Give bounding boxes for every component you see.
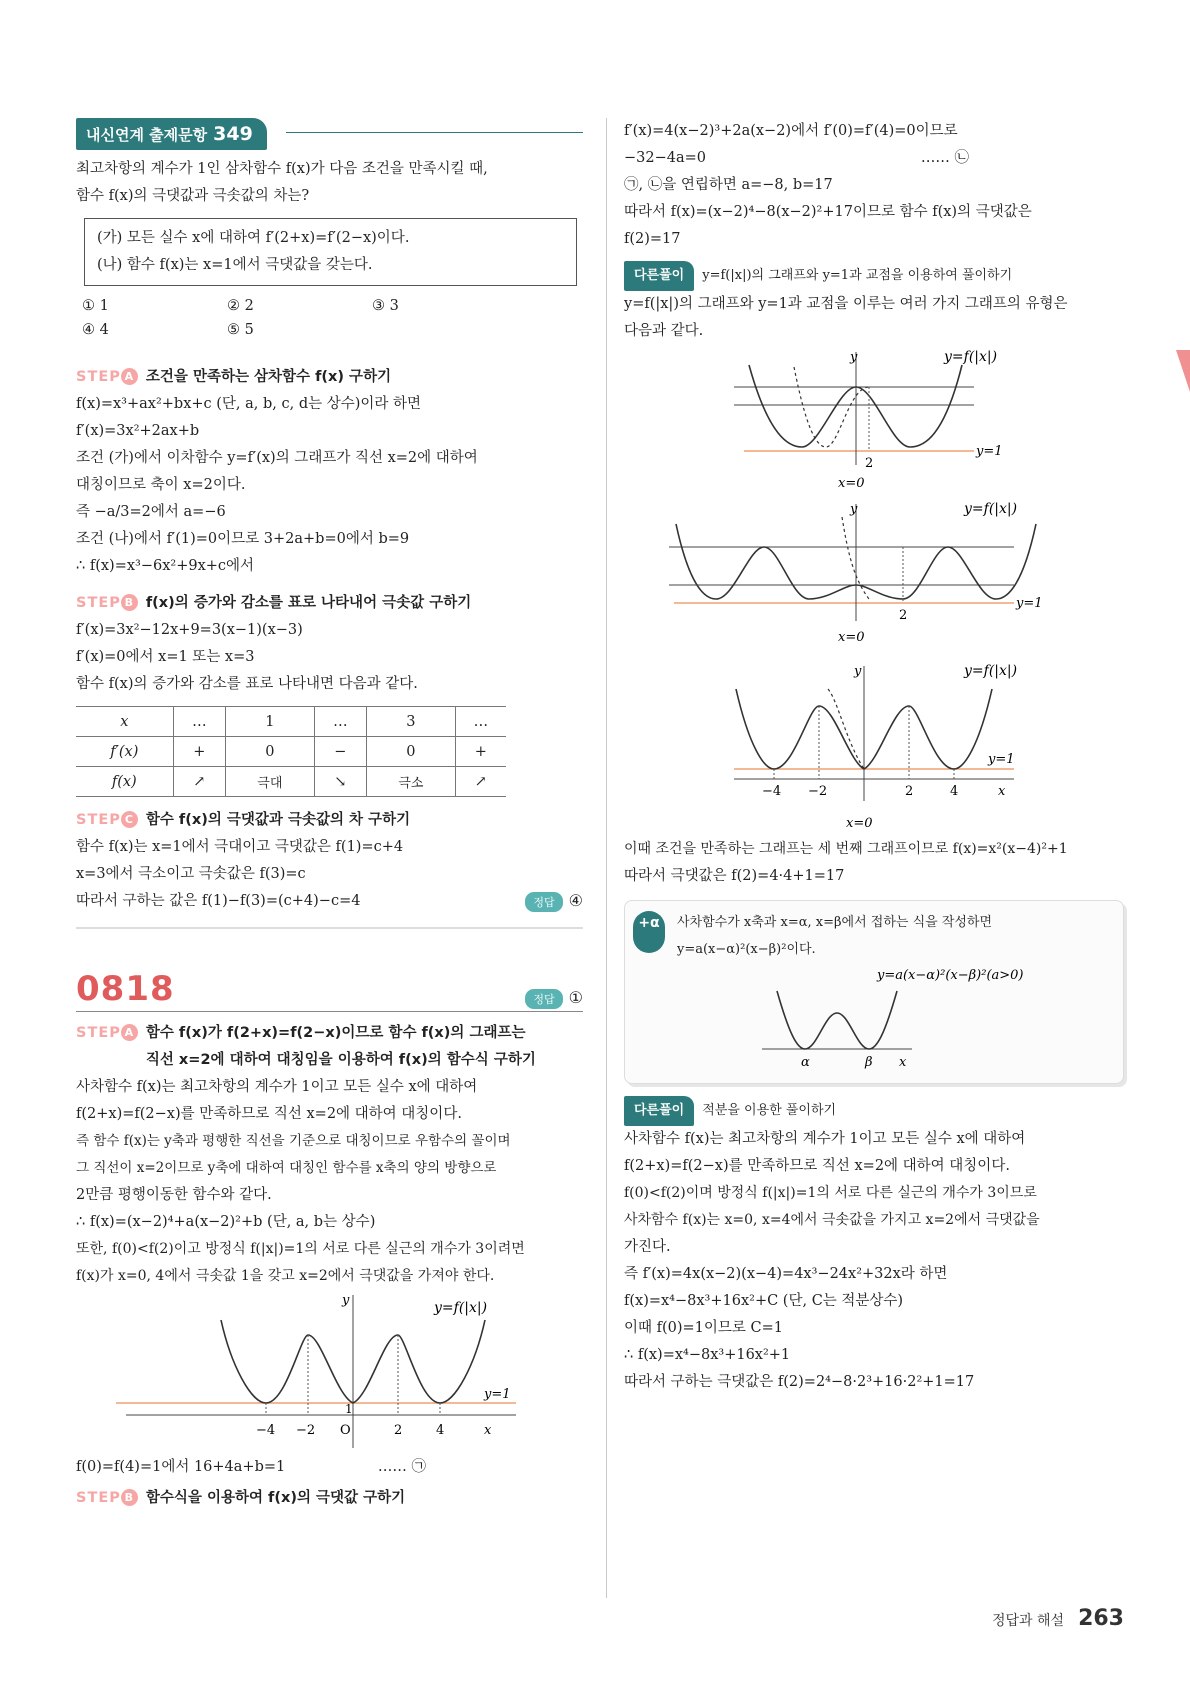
conditions-box xyxy=(84,218,577,286)
solution-line: 따라서 구하는 극댓값은 f(2)=2⁴−8·2³+16·2²+1=17 xyxy=(624,1374,975,1390)
curve-label: y=f(|x|) xyxy=(434,1300,488,1316)
curve-left xyxy=(676,524,856,599)
step-tag: STEP A xyxy=(76,364,138,391)
equation-row xyxy=(624,145,969,172)
table-cell: f(x) xyxy=(76,767,173,797)
tick-label: x xyxy=(899,1055,907,1070)
tick-label: 2 xyxy=(899,608,908,623)
solution-line: 가진다. xyxy=(624,1239,671,1255)
problem-number: 0818 xyxy=(76,969,175,1009)
step-b-header xyxy=(76,590,583,617)
answer-badge: 정답 xyxy=(525,892,562,912)
condition-line: (가) 모든 실수 x에 대하여 f′(2+x)=f′(2−x)이다. xyxy=(97,230,410,246)
solution-line: f′(x)=3x²−12x+9=3(x−1)(x−3) xyxy=(76,622,303,638)
line-label: y=1 xyxy=(1016,596,1043,611)
step-a-body xyxy=(76,391,583,580)
solution-line: x=3에서 극소이고 극솟값은 f(3)=c xyxy=(76,866,306,882)
solution-line: f(2+x)=f(2−x)를 만족하므로 직선 x=2에 대하여 대칭이다. xyxy=(76,1106,462,1122)
exam-link-banner xyxy=(76,118,267,150)
step-title-line: 함수 f(x)가 f(2+x)=f(2−x)이므로 함수 f(x)의 그래프는 xyxy=(145,1025,526,1041)
p2-step-b-header xyxy=(76,1485,583,1512)
solution-line: f(0)=f(4)=1에서 16+4a+b=1 xyxy=(76,1459,286,1475)
solution-line: 사차함수 f(x)는 최고차항의 계수가 1이고 모든 실수 x에 대하여 xyxy=(624,1131,1026,1147)
curve-label: y=f(|x|) xyxy=(944,349,998,365)
quartic-graph xyxy=(116,1290,536,1450)
answer-row xyxy=(76,888,583,915)
tick-label: β xyxy=(865,1055,873,1070)
condition-line: (나) 함수 f(x)는 x=1에서 극댓값을 갖는다. xyxy=(97,257,373,273)
line-label: y=1 xyxy=(988,752,1015,767)
p2-step-a-body xyxy=(76,1074,583,1290)
tip-graph xyxy=(677,963,1097,1073)
table-cell: 극소 xyxy=(367,767,456,797)
table-cell: + xyxy=(173,737,226,767)
step-letter: A xyxy=(121,1024,138,1041)
solution-line: 이때 f(0)=1이므로 C=1 xyxy=(624,1320,784,1336)
curve-label: y=f(|x|) xyxy=(964,501,1018,517)
solution-line: 사차함수 f(x)는 최고차항의 계수가 1이고 모든 실수 x에 대하여 xyxy=(76,1079,478,1095)
page-footer xyxy=(992,1606,1124,1631)
tick-label: 2 xyxy=(865,456,874,471)
solution-line: ㉠, ㉡을 연립하면 a=−8, b=17 xyxy=(624,177,833,193)
choice-4: ④ 4 xyxy=(82,322,109,338)
table-cell: 0 xyxy=(226,737,315,767)
choice-3: ③ 3 xyxy=(372,298,399,314)
solution-line: y=f(|x|)의 그래프와 y=1과 교점을 이루는 여러 가지 그래프의 유형은 xyxy=(624,296,1068,312)
choice-5: ⑤ 5 xyxy=(227,322,254,338)
banner-row xyxy=(76,118,583,150)
solution-line: 다음과 같다. xyxy=(624,323,704,339)
alt-solution-1-body xyxy=(624,291,1124,345)
x-axis-label: x xyxy=(998,784,1006,799)
y-axis-label: y xyxy=(854,664,862,679)
step-a-header xyxy=(76,364,583,391)
solution-line: f(0)<f(2)이며 방정식 f(|x|)=1의 서로 다른 실근의 개수가 3이므로 xyxy=(624,1185,1037,1201)
y-axis-label: y xyxy=(342,1293,350,1308)
curve-dashed xyxy=(828,689,864,769)
tick-label: 4 xyxy=(436,1423,445,1438)
solution-line: f(2)=17 xyxy=(624,231,681,247)
solution-line: 함수 f(x)는 x=1에서 극대이고 극댓값은 f(1)=c+4 xyxy=(76,839,404,855)
column-divider xyxy=(606,118,607,1598)
tick-label: −4 xyxy=(256,1423,276,1438)
table-cell: 3 xyxy=(367,707,456,737)
table-cell: ↗ xyxy=(455,767,506,797)
solution-line: 함수 f(x)의 증가와 감소를 표로 나타내면 다음과 같다. xyxy=(76,676,418,692)
equation-mark: …… ㉠ xyxy=(377,1459,426,1475)
solution-line: 사차함수 f(x)는 x=0, x=4에서 극솟값을 가지고 x=2에서 극댓값을 xyxy=(624,1212,1040,1228)
curve-right xyxy=(864,689,992,769)
tick-label: α xyxy=(801,1055,810,1070)
tick-label: 2 xyxy=(394,1423,403,1438)
table-cell: 1 xyxy=(226,707,315,737)
page-number: 263 xyxy=(1078,1606,1124,1631)
table-cell: … xyxy=(455,707,506,737)
solution-line: f(x)=x³+ax²+bx+c (단, a, b, c, d는 상수)이라 하면 xyxy=(76,396,422,412)
question-line: 최고차항의 계수가 1인 삼차함수 f(x)가 다음 조건을 만족시킬 때, xyxy=(76,161,488,177)
solution-line: f(x)가 x=0, 4에서 극솟값 1을 갖고 x=2에서 극댓값을 가져야 한다. xyxy=(76,1268,495,1284)
table-row xyxy=(76,767,506,797)
question-line: 함수 f(x)의 극댓값과 극솟값의 차는? xyxy=(76,188,310,204)
y-axis-label: y xyxy=(850,350,858,365)
alt-solution-tag: 다른풀이 xyxy=(624,261,694,291)
banner-rule xyxy=(286,132,583,133)
step-b-body xyxy=(76,617,583,698)
curve-right xyxy=(353,1320,485,1403)
step-title: 조건을 만족하는 삼차함수 f(x) 구하기 xyxy=(145,369,392,385)
answer-value: ① xyxy=(568,988,583,1007)
solution-line: 따라서 극댓값은 f(2)=4·4+1=17 xyxy=(624,868,845,884)
x-axis-label: x xyxy=(484,1423,492,1438)
tip-line: 사차함수가 x축과 x=α, x=β에서 접하는 식을 작성하면 xyxy=(677,915,993,930)
answer-choices xyxy=(82,294,583,342)
solution-line: 조건 (나)에서 f′(1)=0이므로 3+2a+b=0에서 b=9 xyxy=(76,531,410,547)
footer-label: 정답과 해설 xyxy=(991,1613,1065,1629)
table-cell: 0 xyxy=(367,737,456,767)
tick-label: −2 xyxy=(808,784,828,799)
step-c-body xyxy=(76,834,583,915)
answer xyxy=(525,891,583,912)
table-cell: ↗ xyxy=(173,767,226,797)
answer-value: ④ xyxy=(568,891,583,910)
left-column xyxy=(76,118,583,1512)
table-cell: … xyxy=(173,707,226,737)
equation-row xyxy=(76,1454,426,1481)
corner-tab xyxy=(1176,350,1190,392)
solution-line: ∴ f(x)=x³−6x²+9x+c에서 xyxy=(76,558,255,574)
answer xyxy=(525,988,583,1009)
one-label: 1 xyxy=(345,1402,353,1416)
step-letter: B xyxy=(121,1489,138,1506)
y-axis-label: y xyxy=(850,502,858,517)
tick-label: O xyxy=(340,1423,351,1438)
curve-left xyxy=(221,1320,353,1403)
banner-number: 349 xyxy=(213,123,253,145)
section-divider xyxy=(76,927,583,929)
line-label: y=1 xyxy=(976,444,1003,459)
solution-line: 또한, f(0)<f(2)이고 방정식 f(|x|)=1의 서로 다른 실근의 개수가 3이려면 xyxy=(76,1241,525,1257)
solution-line: 따라서 f(x)=(x−2)⁴−8(x−2)²+17이므로 함수 f(x)의 극댓값은 xyxy=(624,204,1032,220)
step-title: f(x)의 증가와 감소를 표로 나타내어 극솟값 구하기 xyxy=(145,595,472,611)
alt-solution-2-header xyxy=(624,1096,1124,1126)
step-tag: STEP A xyxy=(76,1020,138,1047)
tick-label: 2 xyxy=(905,784,914,799)
step-title-line: 직선 x=2에 대하여 대칭임을 이용하여 f(x)의 함수식 구하기 xyxy=(145,1052,536,1068)
solution-line: f(2+x)=f(2−x)를 만족하므로 직선 x=2에 대하여 대칭이다. xyxy=(624,1158,1010,1174)
step-title xyxy=(146,1020,536,1074)
step-letter: C xyxy=(121,811,138,828)
p2-step-a-header xyxy=(76,1020,583,1074)
increase-decrease-table xyxy=(76,706,506,797)
table-cell: f′(x) xyxy=(76,737,173,767)
solution-line: 대칭이므로 축이 x=2이다. xyxy=(76,477,246,493)
solution-line: 그 직선이 x=2이므로 y축에 대하여 대칭인 함수를 x축의 양의 방향으로 xyxy=(76,1160,497,1176)
curve-right xyxy=(856,524,1036,599)
choice-2: ② 2 xyxy=(227,298,254,314)
solution-line: 즉 −a/3=2에서 a=−6 xyxy=(76,504,226,520)
table-cell: x xyxy=(76,707,173,737)
step-title: 함수식을 이용하여 f(x)의 극댓값 구하기 xyxy=(145,1490,406,1506)
table-cell: − xyxy=(314,737,367,767)
graph-type-3 xyxy=(624,661,1064,836)
step-c-header xyxy=(76,807,583,834)
table-row xyxy=(76,737,506,767)
bottom-label: x=0 xyxy=(838,630,865,645)
graph-type-1 xyxy=(624,347,1064,497)
curve-label: y=f(|x|) xyxy=(964,663,1018,679)
tip-graph-label: y=a(x−α)²(x−β)²(a>0) xyxy=(877,968,1024,983)
solution-line: 즉 함수 f(x)는 y축과 평행한 직선을 기준으로 대칭이므로 우함수의 꼴이며 xyxy=(76,1133,511,1149)
solution-line: f′(x)=4(x−2)³+2a(x−2)에서 f′(0)=f′(4)=0이므로 xyxy=(624,123,958,139)
solution-line: ∴ f(x)=(x−2)⁴+a(x−2)²+b (단, a, b는 상수) xyxy=(76,1214,376,1230)
alt-solution-tag: 다른풀이 xyxy=(624,1096,694,1126)
answer-badge: 정답 xyxy=(525,989,562,1009)
step-tag: STEP B xyxy=(76,1485,138,1512)
step-letter: B xyxy=(121,594,138,611)
solution-line: f(x)=x⁴−8x³+16x²+C (단, C는 적분상수) xyxy=(624,1293,904,1309)
solution-line: 2만큼 평행이동한 함수와 같다. xyxy=(76,1187,272,1203)
tip-box xyxy=(624,900,1124,1084)
solution-line: 즉 f′(x)=4x(x−2)(x−4)=4x³−24x²+32x라 하면 xyxy=(624,1266,948,1282)
tick-label: −2 xyxy=(296,1423,316,1438)
table-cell: … xyxy=(314,707,367,737)
curve-right xyxy=(856,365,962,447)
tick-label: 4 xyxy=(950,784,959,799)
solution-line: ∴ f(x)=x⁴−8x³+16x²+1 xyxy=(624,1347,791,1363)
alt-solution-title: y=f(|x|)의 그래프와 y=1과 교점을 이용하여 풀이하기 xyxy=(702,268,1013,283)
line-label: y=1 xyxy=(484,1387,511,1402)
plus-alpha-icon: +α xyxy=(633,911,665,953)
solution-line: f′(x)=0에서 x=1 또는 x=3 xyxy=(76,649,255,665)
curve-left xyxy=(749,365,856,447)
step-tag: STEP B xyxy=(76,590,138,617)
table-cell: + xyxy=(455,737,506,767)
solution-line: 이때 조건을 만족하는 그래프는 세 번째 그래프이므로 f(x)=x²(x−4)²+1 xyxy=(624,841,1068,857)
continued-solution xyxy=(624,118,1124,253)
graph-type-2 xyxy=(624,499,1064,659)
question xyxy=(76,156,583,210)
banner-label: 내신연계 출제문항 xyxy=(86,125,208,144)
bottom-label: x=0 xyxy=(846,816,873,831)
solution-line: 조건 (가)에서 이차함수 y=f′(x)의 그래프가 직선 x=2에 대하여 xyxy=(76,450,478,466)
equation-mark: …… ㉡ xyxy=(920,150,969,166)
curve-dashed xyxy=(794,367,869,447)
step-title: 함수 f(x)의 극댓값과 극솟값의 차 구하기 xyxy=(145,812,411,828)
tip-curve xyxy=(777,991,897,1049)
solution-line: f′(x)=3x²+2ax+b xyxy=(76,423,200,439)
bottom-label: x=0 xyxy=(838,476,865,491)
step-tag: STEP C xyxy=(76,807,138,834)
tip-line: y=a(x−α)²(x−β)²이다. xyxy=(677,942,816,957)
choice-1: ① 1 xyxy=(82,298,109,314)
table-row xyxy=(76,707,506,737)
conclusion xyxy=(624,836,1124,890)
step-letter: A xyxy=(121,368,138,385)
tick-label: −4 xyxy=(762,784,782,799)
alt-solution-1-header xyxy=(624,261,1124,291)
problem-header xyxy=(76,969,583,1012)
right-column xyxy=(624,118,1124,1396)
alt-solution-2-body xyxy=(624,1126,1124,1396)
table-cell: 극대 xyxy=(226,767,315,797)
solution-line: −32−4a=0 xyxy=(624,150,706,166)
solution-line: 따라서 구하는 값은 f(1)−f(3)=(c+4)−c=4 xyxy=(76,893,361,909)
table-cell: ↘ xyxy=(314,767,367,797)
alt-solution-title: 적분을 이용한 풀이하기 xyxy=(702,1103,837,1118)
